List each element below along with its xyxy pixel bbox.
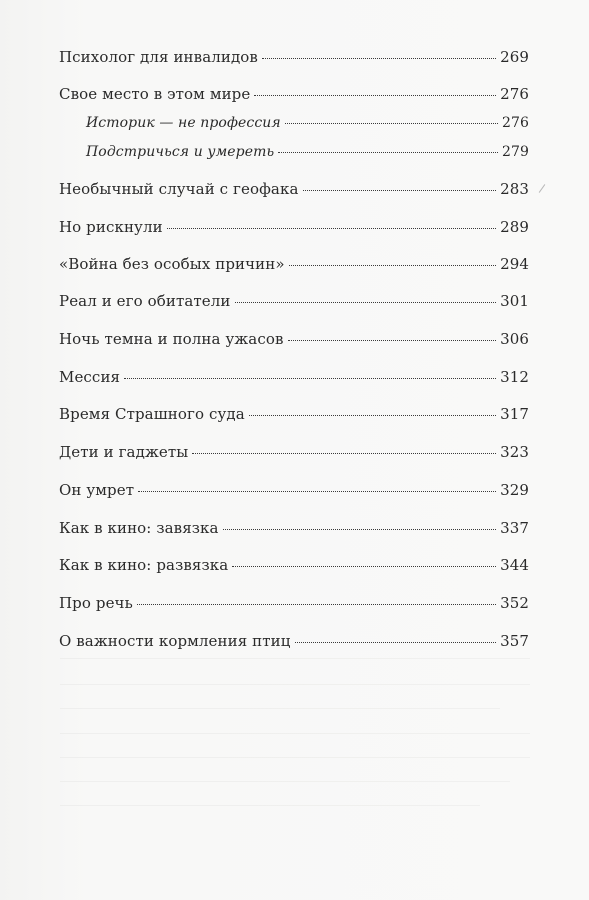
toc-leader-dots: [137, 604, 496, 605]
toc-entry-page: 329: [500, 481, 529, 499]
toc-entry-title: Психолог для инвалидов: [59, 48, 258, 66]
toc-entry-title: Ночь темна и полна ужасов: [59, 330, 284, 348]
toc-leader-dots: [138, 491, 496, 492]
bleed-through-line: [60, 805, 480, 806]
toc-entry-page: 276: [500, 85, 529, 103]
toc-entry-page: 294: [500, 255, 529, 273]
toc-leader-dots: [295, 642, 497, 643]
toc-entry-page: 269: [500, 48, 529, 66]
toc-entry-page: 283: [500, 180, 529, 198]
toc-entry-title: Как в кино: завязка: [59, 519, 219, 537]
toc-leader-dots: [278, 152, 498, 153]
toc-entry-title: Как в кино: развязка: [59, 556, 229, 574]
toc-entry: [59, 556, 529, 574]
bleed-through-line: [60, 684, 530, 685]
toc-leader-dots: [223, 529, 497, 530]
toc-entry-page: 301: [500, 292, 529, 310]
toc-leader-dots: [254, 95, 496, 96]
toc-entry-page: 337: [500, 519, 529, 537]
bleed-through-line: [60, 658, 530, 659]
toc-leader-dots: [124, 378, 496, 379]
toc-entry-page: 323: [500, 443, 529, 461]
toc-entry-title: Историк — не профессия: [86, 115, 281, 131]
toc-subentry: [86, 115, 529, 131]
toc-entry-title: Дети и гаджеты: [59, 443, 189, 461]
toc-entry-page: 317: [500, 405, 529, 423]
pencil-mark: [539, 184, 546, 193]
toc-entry: [59, 368, 529, 386]
toc-entry: [59, 519, 529, 537]
toc-entry: [59, 330, 529, 348]
toc-entry-title: Он умрет: [59, 481, 135, 499]
toc-entry-title: Время Страшного суда: [59, 405, 245, 423]
toc-leader-dots: [303, 190, 497, 191]
toc-entry-page: 312: [500, 368, 529, 386]
toc-entry: [59, 48, 529, 66]
bleed-through-line: [60, 733, 530, 734]
toc-leader-dots: [288, 340, 497, 341]
toc-subentry: [86, 144, 529, 160]
toc-entry-page: 279: [501, 144, 529, 160]
bleed-through-line: [60, 781, 510, 782]
toc-entry-page: 289: [500, 218, 529, 236]
toc-entry: [59, 180, 529, 198]
toc-entry-page: 352: [500, 594, 529, 612]
toc-entry: [59, 292, 529, 310]
toc-entry: [59, 443, 529, 461]
toc-entry-title: Свое место в этом мире: [59, 85, 251, 103]
toc-entry-page: 276: [501, 115, 529, 131]
toc-entry: [59, 85, 529, 103]
toc-leader-dots: [285, 123, 498, 124]
toc-entry-title: Но рискнули: [59, 218, 163, 236]
toc-leader-dots: [249, 415, 496, 416]
toc-entry-title: Подстричься и умереть: [86, 144, 275, 160]
toc-entry: [59, 405, 529, 423]
toc-entry: [59, 218, 529, 236]
toc-leader-dots: [289, 265, 496, 266]
toc-entry: [59, 481, 529, 499]
toc-leader-dots: [235, 302, 497, 303]
toc-entry: [59, 255, 529, 273]
toc-leader-dots: [192, 453, 496, 454]
bleed-through-line: [60, 708, 500, 709]
toc-leader-dots: [262, 58, 496, 59]
toc-entry: [59, 632, 529, 650]
toc-entry-title: Реал и его обитатели: [59, 292, 231, 310]
toc-entry-page: 357: [500, 632, 529, 650]
toc-entry-title: Необычный случай с геофака: [59, 180, 299, 198]
toc-entry-page: 344: [500, 556, 529, 574]
toc-entry: [59, 594, 529, 612]
toc-leader-dots: [232, 566, 496, 567]
toc-entry-page: 306: [500, 330, 529, 348]
toc-leader-dots: [167, 228, 496, 229]
toc-entry-title: О важности кормления птиц: [59, 632, 291, 650]
toc-entry-title: Мессия: [59, 368, 121, 386]
toc-entry-title: Про речь: [59, 594, 133, 612]
toc-entry-title: «Война без особых причин»: [59, 255, 285, 273]
bleed-through-line: [60, 757, 530, 758]
